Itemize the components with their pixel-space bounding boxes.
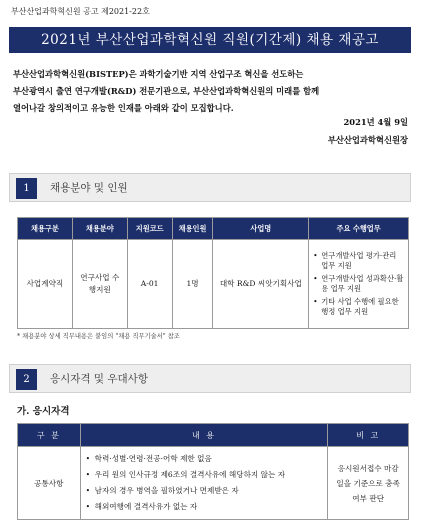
cell-count: 1명 (172, 240, 213, 329)
column-header: 사업명 (213, 218, 309, 240)
list-item: • 학력·성별·연령·전공·어학 제한 없음 (86, 451, 323, 467)
intro-line: 부산산업과학혁신원(BISTEP)은 과학기술기반 지역 산업구조 혁신을 선도하는 (13, 69, 304, 79)
intro-line: 열어나갈 창의적이고 유능한 인재를 아래와 같이 모집합니다. (13, 103, 234, 113)
cell-project: 대학 R&D 씨앗기획사업 (213, 240, 309, 329)
column-header: 지원코드 (127, 218, 172, 240)
section-title: 응시자격 및 우대사항 (50, 373, 148, 385)
duties-list (310, 251, 407, 318)
section-title: 채용분야 및 인원 (50, 182, 128, 194)
cell-duties (309, 240, 409, 329)
requirements-list (82, 448, 327, 518)
list-item: • 기타 사업 수행에 필요한 행정 업무 지원 (313, 297, 405, 318)
cell-requirements (80, 447, 328, 520)
list-item: • 해외여행에 결격사유가 없는 자 (86, 499, 323, 515)
section-number: 1 (16, 178, 37, 199)
table-row (18, 240, 409, 329)
section-header-qualifications (9, 364, 411, 393)
column-header: 채용인원 (172, 218, 213, 240)
column-header: 구 분 (18, 424, 81, 447)
list-item: • 우리 원의 인사규정 제6조의 결격사유에 해당하지 않는 자 (86, 467, 323, 483)
column-header: 비 고 (328, 424, 409, 447)
table-header-row (18, 218, 409, 240)
issuer-name: 부산산업과학혁신원장 (327, 135, 408, 145)
list-item: • 남자의 경우 병역을 필하였거나 면제받은 자 (86, 483, 323, 499)
column-header: 채용구분 (18, 218, 73, 240)
qualification-table (17, 423, 409, 520)
recruitment-table (17, 217, 409, 329)
cell-field: 연구사업 수행지원 (72, 240, 127, 329)
intro-line: 부산광역시 출연 연구개발(R&D) 전문기관으로, 부산산업과학혁신원의 미래를 함께 (13, 86, 320, 96)
section-number: 2 (16, 369, 37, 390)
column-header: 채용분야 (72, 218, 127, 240)
list-item: • 연구개발사업 평가·관리 업무 지원 (313, 251, 405, 272)
cell-remark: 응시원서접수 마감일을 기준으로 충족여부 판단 (328, 447, 409, 520)
cell-type: 사업계약직 (18, 240, 73, 329)
cell-category: 공통사항 (18, 447, 81, 520)
cell-code: A-01 (127, 240, 172, 329)
column-header: 주요 수행업무 (309, 218, 409, 240)
section-header-recruitment (9, 173, 411, 202)
intro-paragraph (13, 66, 409, 117)
table-note: * 채용분야 상세 직무내용은 붙임의 "채용 직무기술서" 참조 (17, 333, 180, 340)
table-header-row (18, 424, 409, 447)
notice-number: 부산산업과학혁신원 공고 제2021-22호 (11, 7, 150, 16)
notice-date: 2021년 4월 9일 (343, 117, 408, 127)
column-header: 내 용 (80, 424, 328, 447)
subsection-title: 가. 응시자격 (17, 406, 70, 417)
page-title: 2021년 부산산업과학혁신원 직원(기간제) 채용 재공고 (9, 27, 411, 53)
list-item: • 연구개발사업 성과확산·활용 업무 지원 (313, 274, 405, 295)
table-row (18, 447, 409, 520)
